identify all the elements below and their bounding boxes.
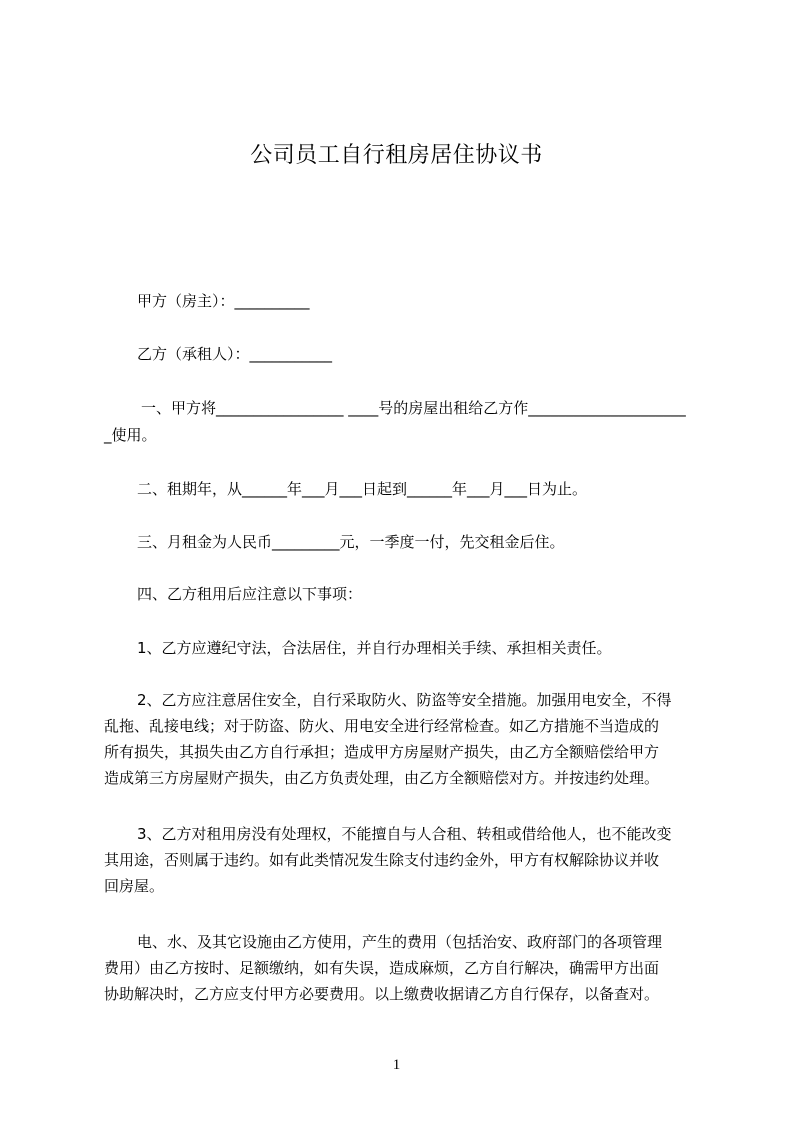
clause-1-line-1: 一、甲方将_________________ ____号的房屋出租给乙方作_____________________: [141, 399, 686, 417]
document-title: 公司员工自行租房居住协议书: [250, 143, 543, 168]
item-2-paragraph: [104, 687, 706, 791]
item-2-row-4: 造成第三方房屋财产损失，由乙方负责处理，由乙方全额赔偿对方。并按违约处理。: [104, 769, 660, 787]
item-1-line: 1、乙方应遵纪守法，合法居住，并自行办理相关手续、承担相关责任。: [137, 639, 612, 657]
clause-3-line: 三、月租金为人民币_________元，一季度一付，先交租金后住。: [137, 533, 565, 551]
clause-1-line-2: _使用。: [104, 426, 157, 444]
party-a-line: 甲方（房主）：__________: [137, 292, 310, 310]
utilities-paragraph: [104, 929, 706, 1007]
utilities-row-1: 电、水、及其它设施由乙方使用，产生的费用（包括治安、政府部门的各项管理: [137, 933, 663, 951]
party-b-line: 乙方（承租人）：___________: [137, 345, 333, 363]
page-number: 1: [392, 1057, 401, 1073]
item-2-row-3: 所有损失，其损失由乙方自行承担；造成甲方房屋财产损失，由乙方全额赔偿给甲方: [104, 743, 660, 761]
utilities-row-3: 协助解决时，乙方应支付甲方必要费用。以上缴费收据请乙方自行保存，以备查对。: [104, 985, 660, 1003]
item-3-row-2: 其用途，否则属于违约。如有此类情况发生除支付违约金外，甲方有权解除协议并收: [104, 851, 660, 869]
item-3-paragraph: [104, 821, 706, 899]
item-3-row-3: 回房屋。: [104, 877, 165, 895]
item-2-row-2: 乱拖、乱接电线；对于防盗、防火、用电安全进行经常检查。如乙方措施不当造成的: [104, 717, 660, 735]
clause-4-heading: 四、乙方租用后应注意以下事项：: [137, 585, 363, 603]
item-3-row-1: 3、乙方对租用房没有处理权，不能擅自与人合租、转租或借给他人，也不能改变: [137, 825, 672, 843]
clause-2-line: 二、租期年，从______年___月___日起到______年___月___日为止。: [137, 480, 588, 498]
utilities-row-2: 费用）由乙方按时、足额缴纳，如有失误，造成麻烦，乙方自行解决，确需甲方出面: [104, 959, 660, 977]
item-2-row-1: 2、乙方应注意居住安全，自行采取防火、防盗等安全措施。加强用电安全，不得: [137, 691, 672, 709]
